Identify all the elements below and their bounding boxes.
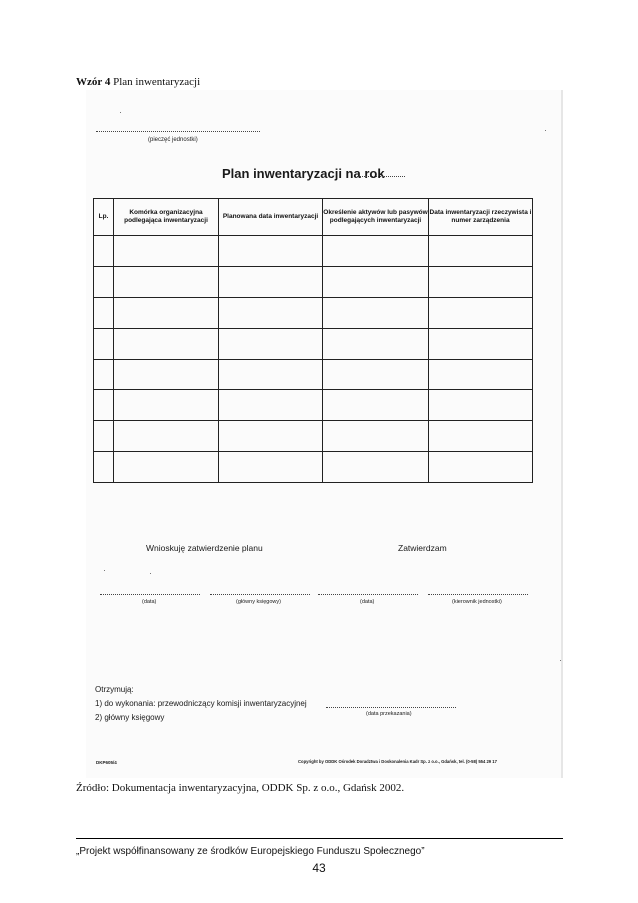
table-cell [114, 266, 219, 297]
table-row [94, 390, 533, 421]
table-cell [219, 359, 323, 390]
signature-label-chief-accountant: (główny księgowy) [236, 599, 281, 605]
table-cell [219, 452, 323, 483]
table-cell [94, 421, 114, 452]
copyright-notice: Copyright by ODDK Ośrodek Doradztwa i Doskonalenia Kadr Sp. z o.o., Gdańsk, tel. (0-58) 554 29 17 [298, 759, 497, 764]
recipient-1: 1) do wykonania: przewodniczący komisji inwentaryzacyjnej [95, 699, 307, 708]
table-row [94, 452, 533, 483]
caption-text: Plan inwentaryzacji [113, 76, 201, 88]
table-cell [323, 297, 429, 328]
table-cell [219, 236, 323, 267]
approval-text: Zatwierdzam [398, 543, 447, 553]
table-cell [219, 266, 323, 297]
recipient-date-line [326, 707, 456, 708]
header-assets: Określenie aktywów lub pasywów podlegających inwentaryzacji [323, 199, 429, 236]
table-cell [219, 328, 323, 359]
table-cell [429, 266, 533, 297]
table-cell [94, 359, 114, 390]
table-cell [114, 421, 219, 452]
table-cell [114, 328, 219, 359]
header-actual-date: Data inwentaryzacji rzeczywista i numer zarządzenia [429, 199, 533, 236]
signature-line [100, 594, 200, 595]
table-cell [429, 236, 533, 267]
recipients-title: Otrzymują: [95, 685, 134, 694]
table-cell [94, 266, 114, 297]
scan-speck [150, 573, 151, 574]
scan-edge [561, 90, 563, 778]
scan-speck [120, 112, 121, 113]
stamp-label: (pieczęć jednostki) [148, 137, 198, 143]
scan-speck [545, 130, 546, 131]
page-number: 43 [312, 861, 326, 875]
table-header-row [94, 199, 533, 236]
table-row [94, 266, 533, 297]
table-cell [94, 452, 114, 483]
footer-text: „Projekt współfinansowany ze środków Europejskiego Funduszu Społecznego” [76, 846, 425, 857]
form-code: DKP605/4 [96, 760, 117, 765]
scan-speck [560, 660, 561, 661]
stamp-line [96, 131, 260, 132]
table-cell [114, 297, 219, 328]
table-row [94, 297, 533, 328]
recipient-date-label: (data przekazania) [366, 711, 412, 717]
table-row [94, 421, 533, 452]
source-note: Źródło: Dokumentacja inwentaryzacyjna, ODDK Sp. z o.o., Gdańsk 2002. [76, 782, 405, 794]
table-cell [323, 359, 429, 390]
table-cell [114, 452, 219, 483]
recipient-2: 2) główny księgowy [95, 713, 165, 722]
table-cell [323, 328, 429, 359]
header-planned-date: Planowana data inwentaryzacji [219, 199, 323, 236]
table-cell [429, 452, 533, 483]
table-row [94, 328, 533, 359]
table-cell [429, 359, 533, 390]
table-cell [323, 452, 429, 483]
table-cell [323, 390, 429, 421]
table-cell [114, 236, 219, 267]
table-cell [114, 390, 219, 421]
header-lp: Lp. [94, 199, 114, 236]
inventory-plan-table [93, 198, 533, 483]
caption-label: Wzór 4 [76, 76, 111, 88]
table-cell [429, 421, 533, 452]
form-title: Plan inwentaryzacji na rok [222, 166, 385, 181]
table-cell [323, 266, 429, 297]
signature-line [318, 594, 418, 595]
header-unit: Komórka organizacyjna podlegająca inwentaryzacji [114, 199, 219, 236]
approval-request-text: Wnioskuję zatwierdzenie planu [146, 543, 263, 553]
signature-line [428, 594, 528, 595]
table-cell [114, 359, 219, 390]
table-cell [94, 390, 114, 421]
signature-label-manager: (kierownik jednostki) [452, 599, 502, 605]
table-cell [219, 421, 323, 452]
table-cell [219, 297, 323, 328]
table-cell [94, 297, 114, 328]
table-cell [323, 421, 429, 452]
footer-divider [76, 838, 563, 839]
signature-line [210, 594, 310, 595]
table-cell [323, 236, 429, 267]
signature-label-date: (data) [142, 599, 157, 605]
table-cell [94, 328, 114, 359]
table-cell [429, 328, 533, 359]
table-cell [94, 236, 114, 267]
table-cell [219, 390, 323, 421]
table-cell [429, 297, 533, 328]
year-fill-line [357, 176, 405, 177]
signature-label-date: (data) [360, 599, 375, 605]
table-row [94, 236, 533, 267]
scan-speck [104, 570, 105, 571]
table-row [94, 359, 533, 390]
figure-caption [76, 76, 200, 88]
table-cell [429, 390, 533, 421]
